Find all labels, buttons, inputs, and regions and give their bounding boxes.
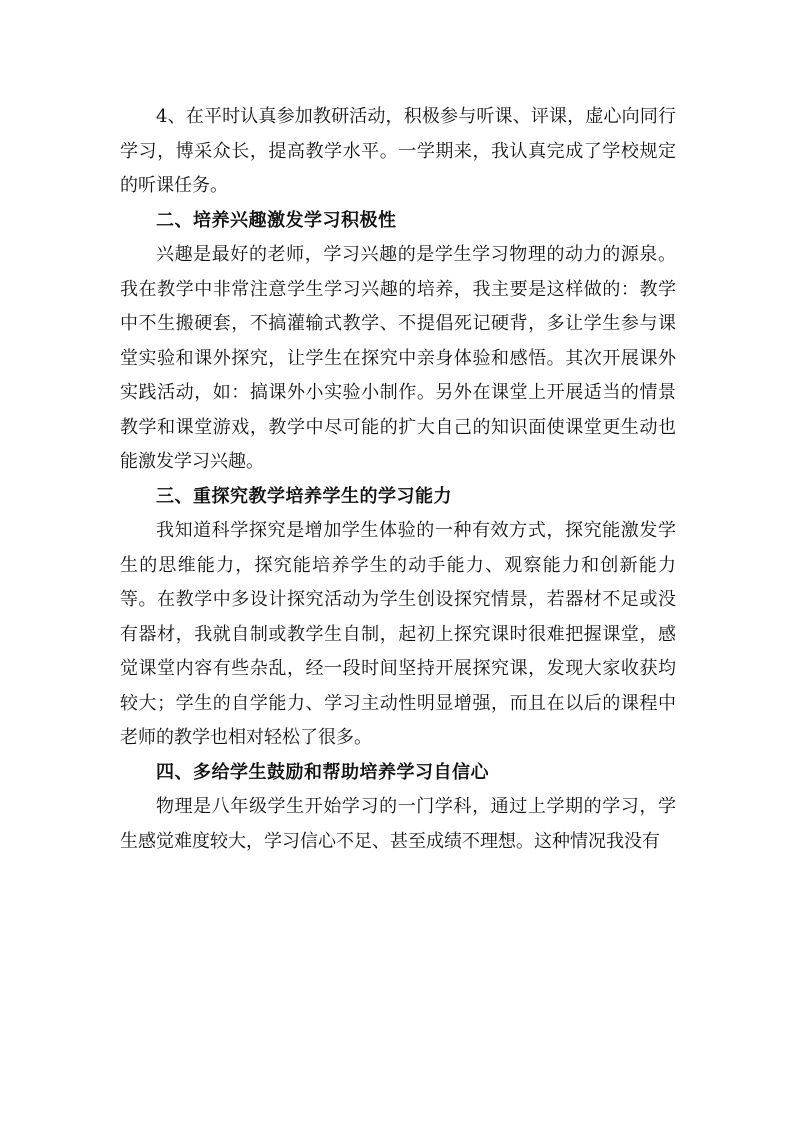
paragraph-item-4: 4、在平时认真参加教研活动，积极参与听课、评课，虚心向同行学习，博采众长，提高教学水平。一学期来，我认真完成了学校规定的听课任务。 [120,106,676,196]
paragraph-section-4: 物理是八年级学生开始学习的一门学科，通过上学期的学习，学生感觉难度较大，学习信心不足、甚至成绩不理想。这种情况我没有 [120,796,676,852]
section-heading-2: 二、培养兴趣激发学习积极性 [156,209,397,231]
paragraph-section-3: 我知道科学探究是增加学生体验的一种有效方式，探究能激发学生的思维能力，探究能培养学生的动手能力、观察能力和创新能力等。在教学中多设计探究活动为学生创设探究情景，若器材不足或没有器材，我就自制或教学生自制，起初上探究课时很难把握课堂，感觉课堂内容有些杂乱，经一段时间坚持开展探究课，发现大家收获均较大；学生的自学能力、学习主动性明显增强，而且在以后的课程中老师的教学也相对轻松了很多。 [120,520,676,748]
document-body [120,100,676,859]
section-heading-3: 三、重探究教学培养学生的学习能力 [156,485,452,507]
paragraph-section-2: 兴趣是最好的老师，学习兴趣的是学生学习物理的动力的源泉。我在教学中非常注意学生学习兴趣的培养，我主要是这样做的：教学中不生搬硬套，不搞灌输式教学、不提倡死记硬背，多让学生参与课堂实验和课外探究，让学生在探究中亲身体验和感悟。其次开展课外实践活动，如：搞课外小实验小制作。另外在课堂上开展适当的情景教学和课堂游戏，教学中尽可能的扩大自己的知识面使课堂更生动也能激发学习兴趣。 [120,244,676,472]
section-heading-4: 四、多给学生鼓励和帮助培养学习自信心 [156,761,489,783]
